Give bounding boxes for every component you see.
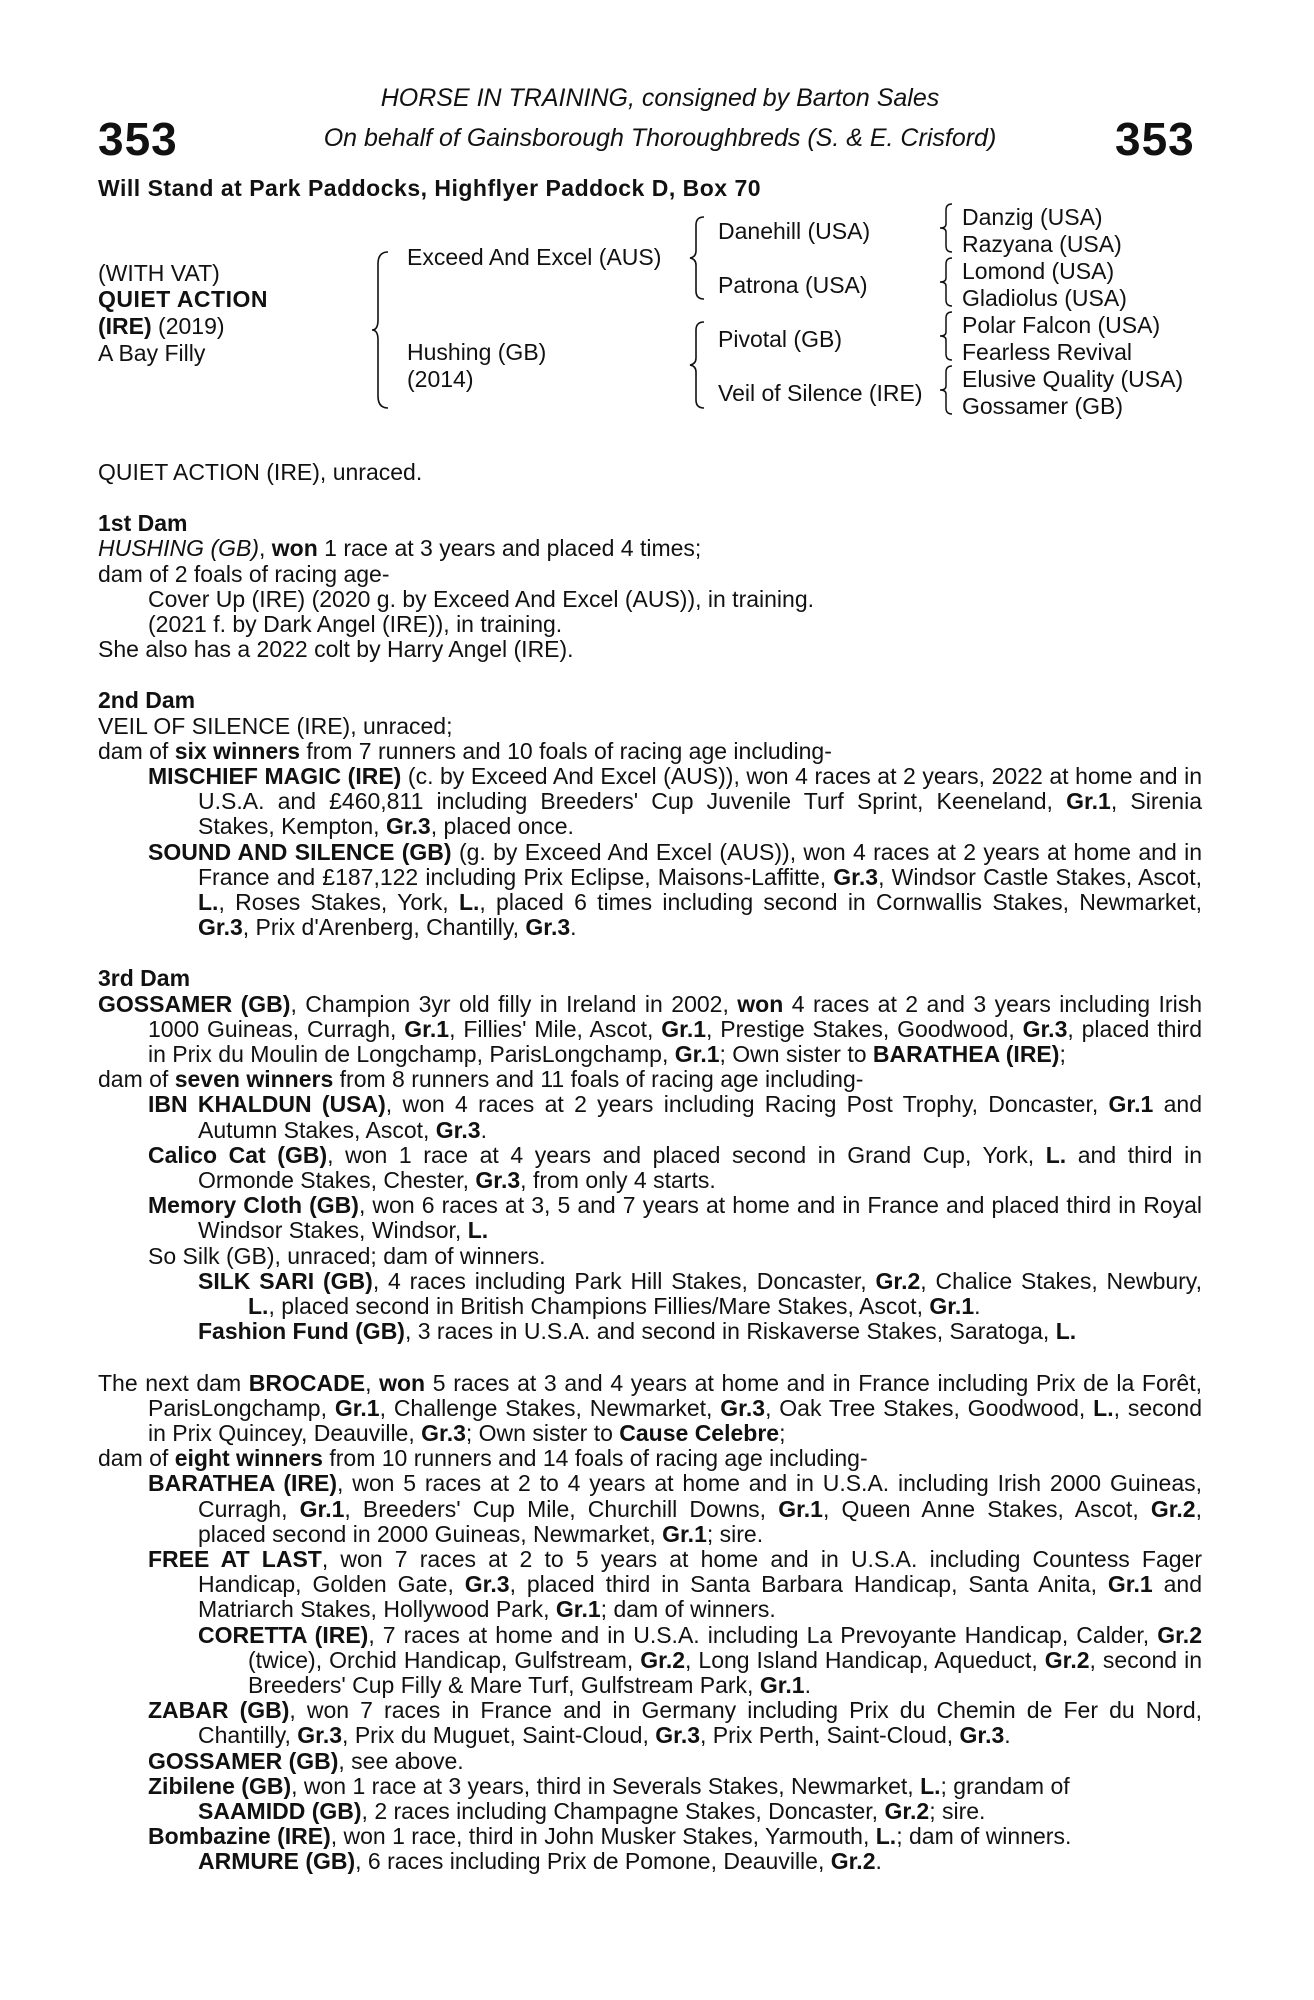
- next-dam-line: The next dam BROCADE, won 5 races at 3 and 4 years at home and in France including Prix de la Forêt, ParisLongchamp, Gr.1, Challenge Stakes, Newmarket, Gr.3, Oak Tree Stakes, Goodwood, L., second in Prix Quincey, Deauville, Gr.3; Own sister to Cause Celebre;: [98, 1369, 1202, 1446]
- progeny-entry: SOUND AND SILENCE (GB) (g. by Exceed And Excel (AUS)), won 4 races at 2 years at home and in France and £187,122 including Prix Eclipse, Maisons-Laffitte, Gr.3, Windsor Castle Stakes, Ascot, L., Roses Stakes, York, L., placed 6 times including second in Cornwallis Stakes, Newmarket, Gr.3, Prix d'Arenberg, Chantilly, Gr.3.: [148, 838, 1203, 941]
- grand-progeny-entry: SAAMIDD (GB), 2 races including Champagne Stakes, Doncaster, Gr.2; sire.: [198, 1797, 986, 1824]
- produce-line: (2021 f. by Dark Angel (IRE)), in training.: [148, 611, 563, 638]
- sire-sire-dam: Razyana (USA): [962, 231, 1122, 257]
- dam-sire: Pivotal (GB): [718, 326, 842, 352]
- progeny-entry: Calico Cat (GB), won 1 race at 4 years and placed second in Grand Cup, York, L. and third in Ormonde Stakes, Chester, Gr.3, from only 4 starts.: [148, 1141, 1202, 1194]
- progeny-entry: Bombazine (IRE), won 1 race, third in John Musker Stakes, Yarmouth, L.; dam of winners.: [148, 1823, 1072, 1850]
- third-dam-line: GOSSAMER (GB), Champion 3yr old filly in Ireland in 2002, won 4 races at 2 and 3 years including Irish 1000 Guineas, Curragh, Gr.1, Fillies' Mile, Ascot, Gr.1, Prestige Stakes, Goodwood, Gr.3, placed third in Prix du Moulin de Longchamp, ParisLongchamp, Gr.1; Own sister to BARATHEA (IRE);: [98, 990, 1203, 1068]
- grand-progeny-entry: CORETTA (IRE), 7 races at home and in U.S.A. including La Prevoyante Handicap, Calder, Gr.2 (twice), Orchid Handicap, Gulfstream, Gr.2, Long Island Handicap, Aqueduct, Gr.2, second in Breeders' Cup Filly & Mare Turf, Gulfstream Park, Gr.1.: [198, 1621, 1202, 1698]
- grand-progeny-entry: ARMURE (GB), 6 races including Prix de Pomone, Deauville, Gr.2.: [198, 1848, 882, 1875]
- progeny-entry: IBN KHALDUN (USA), won 4 races at 2 years including Racing Post Trophy, Doncaster, Gr.1 and Autumn Stakes, Ascot, Gr.3.: [148, 1091, 1202, 1143]
- catalogue-body: [98, 460, 1202, 1875]
- produce-line: Cover Up (IRE) (2020 g. by Exceed And Excel (AUS)), in training.: [148, 585, 815, 612]
- lot-number-right: 353: [1115, 113, 1195, 165]
- next-dam-summary: dam of eight winners from 10 runners and 14 foals of racing age including-: [98, 1445, 868, 1472]
- lot-number-left: 353: [98, 113, 178, 165]
- second-dam-line: VEIL OF SILENCE (IRE), unraced;: [98, 712, 453, 739]
- horse-name-suffix: [98, 313, 225, 339]
- sire-dam: Patrona (USA): [718, 272, 868, 298]
- sire-dam-dam: Gladiolus (USA): [962, 285, 1127, 311]
- sire-brace: [688, 215, 708, 301]
- produce-note: She also has a 2022 colt by Harry Angel (IRE).: [98, 636, 574, 663]
- stand-location: Will Stand at Park Paddocks, Highflyer Paddock D, Box 70: [98, 175, 762, 201]
- consignment-line-1: HORSE IN TRAINING, consigned by Barton Sales: [380, 84, 940, 112]
- progeny-entry: BARATHEA (IRE), won 5 races at 2 to 4 years at home and in U.S.A. including Irish 2000 Guineas, Curragh, Gr.1, Breeders' Cup Mile, Churchill Downs, Gr.1, Queen Anne Stakes, Ascot, Gr.2, placed second in 2000 Guineas, Newmarket, Gr.1; sire.: [148, 1470, 1202, 1547]
- dam-dam-sire: Elusive Quality (USA): [962, 366, 1184, 392]
- grand-progeny-entry: Fashion Fund (GB), 3 races in U.S.A. and second in Riskaverse Stakes, Saratoga, L.: [198, 1318, 1077, 1345]
- main-brace: [370, 250, 392, 410]
- brace-sd: [938, 256, 956, 308]
- horse-country: (IRE): [98, 313, 152, 339]
- horse-year: (2019): [151, 313, 225, 339]
- second-dam-heading: 2nd Dam: [98, 687, 196, 714]
- sire: Exceed And Excel (AUS): [407, 244, 662, 270]
- dam-sire-dam: Fearless Revival: [962, 339, 1132, 365]
- progeny-entry: MISCHIEF MAGIC (IRE) (c. by Exceed And Excel (AUS)), won 4 races at 2 years, 2022 at home and in U.S.A. and £460,811 including Breeders' Cup Juvenile Turf Sprint, Keeneland, Gr.1, Sirenia Stakes, Kempton, Gr.3, placed once.: [148, 763, 1202, 840]
- progeny-entry: Memory Cloth (GB), won 6 races at 3, 5 and 7 years at home and in France and placed third in Royal Windsor Stakes, Windsor, L.: [148, 1192, 1202, 1244]
- sire-sire: Danehill (USA): [718, 218, 871, 244]
- brace-dd: [938, 364, 956, 416]
- grand-progeny-entry: SILK SARI (GB), 4 races including Park Hill Stakes, Doncaster, Gr.2, Chalice Stakes, Newbury, L., placed second in British Champions Fillies/Mare Stakes, Ascot, Gr.1.: [198, 1267, 1202, 1320]
- progeny-entry: ZABAR (GB), won 7 races in France and in Germany including Prix du Chemin de Fer du Nord, Chantilly, Gr.3, Prix du Muguet, Saint-Cloud, Gr.3, Prix Perth, Saint-Cloud, Gr.3.: [148, 1697, 1202, 1749]
- progeny-entry: Zibilene (GB), won 1 race at 3 years, third in Severals Stakes, Newmarket, L.; grandam of: [148, 1772, 1070, 1799]
- dam-dam-dam: Gossamer (GB): [962, 393, 1124, 419]
- first-dam-heading: 1st Dam: [98, 510, 188, 537]
- dam-sire-sire: Polar Falcon (USA): [962, 312, 1161, 338]
- dam-dam: Veil of Silence (IRE): [718, 380, 923, 406]
- progeny-entry: FREE AT LAST, won 7 races at 2 to 5 years at home and in U.S.A. including Countess Fager Handicap, Golden Gate, Gr.3, placed third in Santa Barbara Handicap, Santa Anita, Gr.1 and Matriarch Stakes, Hollywood Park, Gr.1; dam of winners.: [148, 1545, 1202, 1623]
- first-dam-foals: dam of 2 foals of racing age-: [98, 560, 390, 587]
- sire-dam-sire: Lomond (USA): [962, 258, 1115, 284]
- dam-year: (2014): [407, 366, 474, 392]
- progeny-entry: So Silk (GB), unraced; dam of winners.: [148, 1242, 546, 1269]
- first-dam-line: HUSHING (GB), won 1 race at 3 years and placed 4 times;: [98, 535, 702, 562]
- third-dam-summary: dam of seven winners from 8 runners and 11 foals of racing age including-: [98, 1066, 864, 1093]
- brace-ds: [938, 310, 956, 362]
- intro-line: QUIET ACTION (IRE), unraced.: [98, 459, 423, 485]
- consignment-line-2: On behalf of Gainsborough Thoroughbreds (S. & E. Crisford): [323, 124, 997, 152]
- dam: Hushing (GB): [407, 339, 547, 365]
- vat-label: (WITH VAT): [98, 260, 220, 286]
- third-dam-heading: 3rd Dam: [98, 965, 191, 992]
- horse-description: A Bay Filly: [98, 340, 206, 366]
- second-dam-summary: dam of six winners from 7 runners and 10 foals of racing age including-: [98, 737, 832, 764]
- progeny-entry: GOSSAMER (GB), see above.: [148, 1747, 464, 1774]
- sire-sire-sire: Danzig (USA): [962, 204, 1103, 230]
- dam-brace: [688, 320, 708, 410]
- horse-name: QUIET ACTION: [98, 286, 268, 312]
- brace-ss: [938, 202, 956, 254]
